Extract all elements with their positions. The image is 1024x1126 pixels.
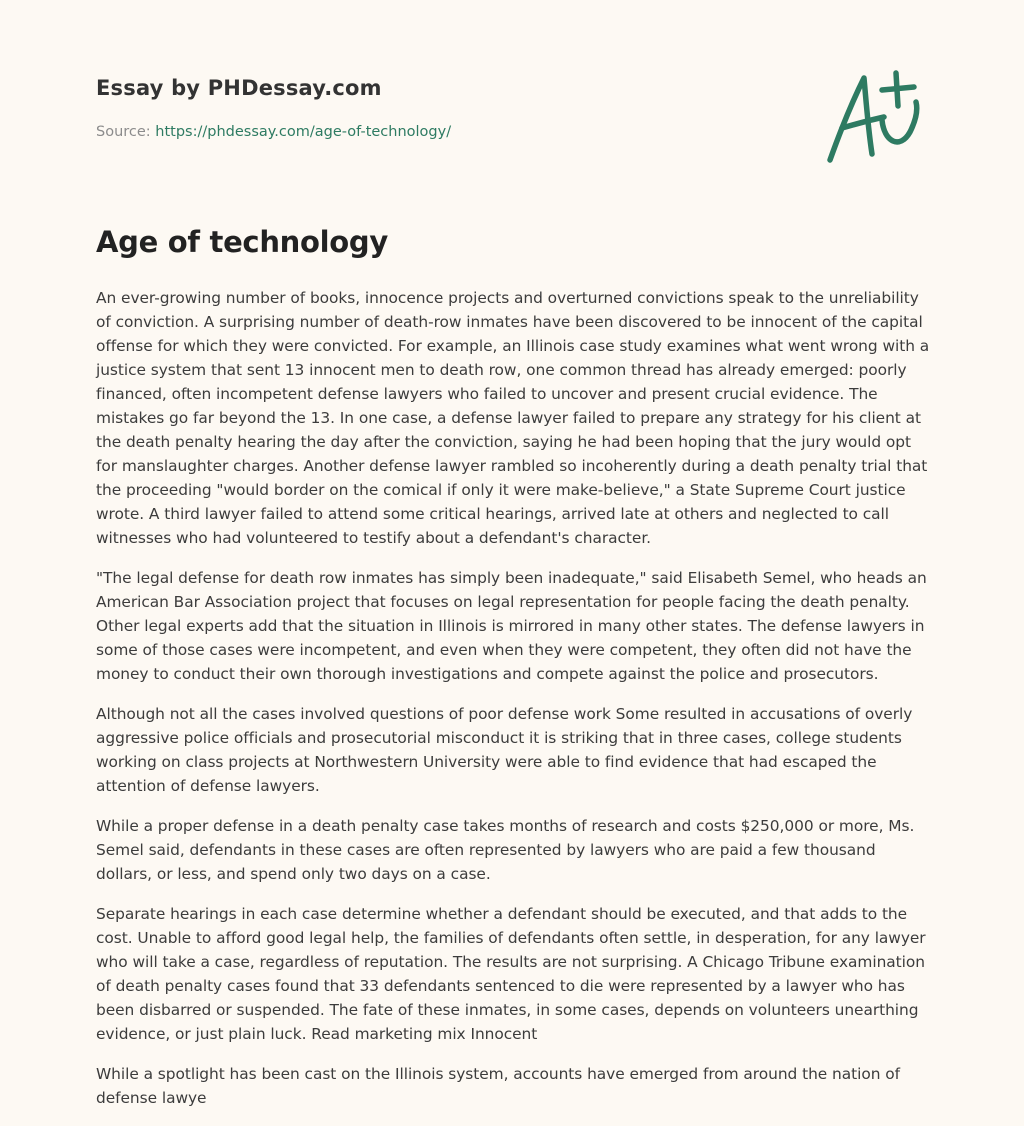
essay-paragraph: Separate hearings in each case determine whether a defendant should be executed, and that adds to the cost. Unable to afford good legal help, the families of defendants often settle, in desperation, for any lawyer who will take a case, regardless of reputation. The results are not surprising. A Chicago Tribune examination of death penalty cases found that 33 defendants sentenced to die were represented by a lawyer who has been disbarred or suspended. The fate of these inmates, in some cases, depends on volunteers unearthing evidence, or just plain luck. Read marketing mix Innocent [96,905,926,1043]
essay-paragraph: "The legal defense for death row inmates has simply been inadequate," said Elisabeth Semel, who heads an American Bar Association project that focuses on legal representation for people facing the death penalty. Other legal experts add that the situation in Illinois is mirrored in many other states. The defense lawyers in some of those cases were incompetent, and even when they were competent, they often did not have the money to conduct their own thorough investigations and compete against the police and prosecutors. [96,569,927,683]
source-line [96,124,451,140]
source-label: Source: [96,124,151,140]
essay-paragraph: Although not all the cases involved questions of poor defense work Some resulted in accusations of overly aggressive police officials and prosecutorial misconduct it is striking that in three cases, college students working on class projects at Northwestern University were able to find evidence that had escaped the attention of defense lawyers. [96,705,913,795]
source-link[interactable]: https://phdessay.com/age-of-technology/ [155,124,452,140]
a-plus-logo-icon [826,70,926,164]
essay-body [96,286,934,1126]
page-header [96,0,934,200]
essay-paragraph: An ever-growing number of books, innocence projects and overturned convictions speak to the unreliability of conviction. A surprising number of death-row inmates have been discovered to be innocent of the capital offense for which they were convicted. For example, an Illinois case study examines what went wrong with a justice system that sent 13 innocent men to death row, one common thread has already emerged: poorly financed, often incompetent defense lawyers who failed to uncover and present crucial evidence. The mistakes go far beyond the 13. In one case, a defense lawyer failed to prepare any strategy for his client at the death penalty hearing the day after the conviction, saying he had been hoping that the jury would opt for manslaughter charges. Another defense lawyer rambled so incoherently during a death penalty trial that the proceeding "would border on the comical if only it were make-believe," a State Supreme Court justice wrote. A third lawyer failed to attend some critical hearings, arrived late at others and neglected to call witnesses who had volunteered to testify about a defendant's character. [96,289,930,547]
essay-title: Age of technology [96,225,388,259]
essay-paragraph: While a spotlight has been cast on the Illinois system, accounts have emerged from around the nation of defense lawye [96,1065,900,1107]
brand-title: Essay by PHDessay.com [96,76,382,100]
essay-paragraph: While a proper defense in a death penalty case takes months of research and costs $250,000 or more, Ms. Semel said, defendants in these cases are often represented by lawyers who are paid a few thousand dollars, or less, and spend only two days on a case. [96,817,915,883]
essay-page [96,0,934,1107]
